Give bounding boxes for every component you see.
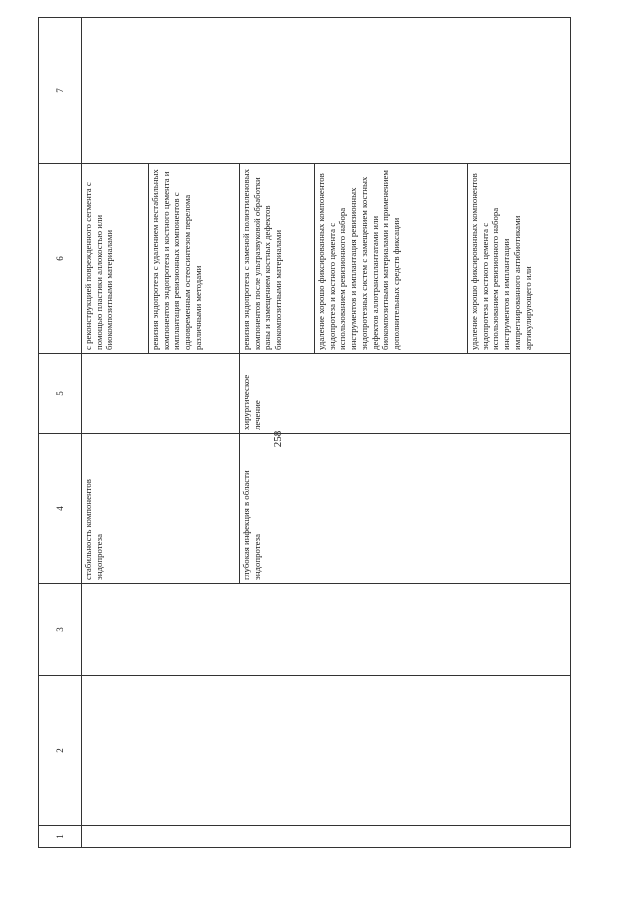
col-header-3: 3: [39, 584, 82, 676]
method-cell: [82, 164, 149, 354]
cell-empty: [82, 354, 240, 434]
treatment-cell: [240, 354, 571, 434]
header-row: [39, 18, 82, 848]
condition-text: глубокая инфекция в области эндопротеза: [241, 470, 262, 580]
methods-table: [38, 17, 571, 848]
condition-text: стабильность компонентов эндопротеза: [83, 479, 104, 580]
col-header-6: 6: [39, 164, 82, 354]
condition-cell: [82, 434, 240, 584]
method-text: удаление хорошо фиксированных компонентов эндопротеза и костного цемента с использованием ревизионного набора инструментов и имплантация ревизионных эндопротезных систем с замещением костных дефектов аллотрансплантатами или биокомпозитными материалами и применением дополнительных средств фиксации: [316, 170, 402, 350]
cell-empty: [82, 18, 571, 164]
method-cell: [240, 164, 315, 354]
col-header-1: 1: [39, 826, 82, 848]
col-header-5: 5: [39, 354, 82, 434]
treatment-text: хирургическое лечение: [241, 374, 262, 430]
page-number: 258: [272, 430, 284, 448]
method-text: с реконструкцией поврежденного сегмента с помощью пластики аллокостью или биокомпозитными материалами: [83, 182, 115, 350]
col-header-4: 4: [39, 434, 82, 584]
cell-empty: [82, 826, 571, 848]
table-row: [82, 18, 149, 848]
method-cell: [149, 164, 240, 354]
col-header-2: 2: [39, 676, 82, 826]
method-text: удаление хорошо фиксированных компонентов эндопротеза и костного цемента с использованием ревизионного набора инструментов и имплантации импрегнированного антибиотиками артикулирующего или: [469, 173, 533, 350]
condition-cell: [240, 434, 571, 584]
method-cell: [315, 164, 468, 354]
method-text: ревизия эндопротеза с заменой полиэтиленовых компонентов после ультразвуковой обработки раны и замещением костных дефектов биокомпозитными материалами: [241, 168, 284, 350]
cell-empty: [82, 676, 571, 826]
method-cell: [468, 164, 571, 354]
col-header-7: 7: [39, 18, 82, 164]
rotated-table-page: [38, 18, 603, 848]
cell-empty: [82, 584, 571, 676]
method-text: ревизия эндопротеза с удалением нестабильных компонентов эндопротеза и костного цемента и имплантация ревизионных компонентов с одновременным остеосинтезом перелома различными методами: [150, 169, 203, 350]
